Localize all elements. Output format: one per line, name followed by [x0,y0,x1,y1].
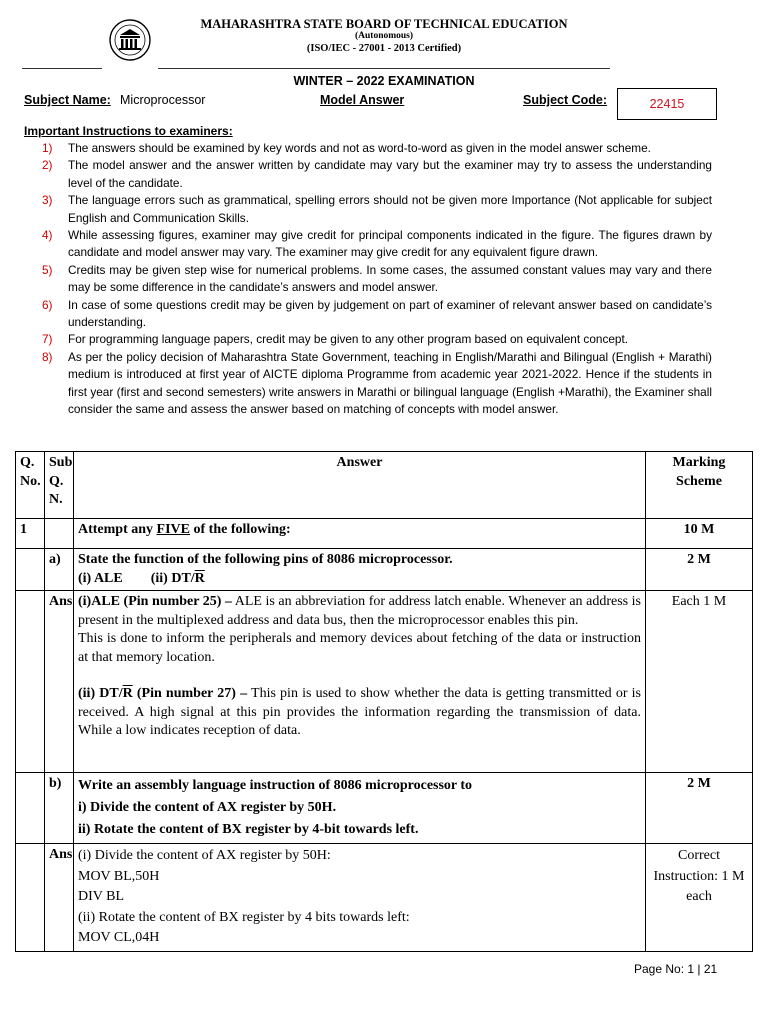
answer-line: (i) Divide the content of AX register by 50H: [78,848,331,863]
ans-label-b: Ans [45,844,74,952]
marks-b: 2 M [646,773,753,844]
table-row [16,844,753,952]
subject-code: 22415 [617,88,717,120]
sub-q-empty [45,519,74,549]
header-q-no: Q. No. [16,452,45,519]
header-sub-q: Sub Q. N. [45,452,74,519]
header-rule-left [22,68,102,69]
board-name: MAHARASHTRA STATE BOARD OF TECHNICAL EDUCATION [200,17,568,31]
header-marking: Marking Scheme [646,452,753,519]
ans-marks-b: Correct Instruction: 1 M each [646,844,753,952]
subject-code-label: Subject Code: [523,93,608,107]
table-header-row [16,452,753,519]
question-b: Write an assembly language instruction of 8086 microprocessor to i) Divide the content of AX register by 50H. ii) Rotate the content of BX register by 4-bit towards left. [74,773,646,844]
table-row [16,773,753,844]
instructions-list [24,140,712,419]
subject-name-label: Subject Name: [24,93,111,107]
instruction-item: 7) For programming language papers, credit may be given to any other program based on equivalent concept. [42,332,629,347]
instruction-item: 5) Credits may be given step wise for numerical problems. In some cases, the assumed constant values may vary and there may be some difference in the candidate’s answers and model answer. [42,262,712,295]
answer-table [15,451,753,952]
msbte-logo [108,18,152,62]
q-number: 1 [16,519,45,549]
instruction-item: 2) The model answer and the answer written by candidate may vary but the examiner may try to assess the understanding level of the candidate. [42,158,712,190]
ans-marks-a: Each 1 M [646,591,753,773]
instruction-item: 4) While assessing figures, examiner may give credit for principal components indicated in the figure. The figures drawn by candidate and model answer may vary. The examiner may give credit for any equivalent figure drawn. [42,228,712,260]
sub-q-a: a) [45,549,74,591]
model-answer-label: Model Answer [320,93,405,107]
table-row [16,591,753,773]
answer-b [74,844,646,952]
q1-attempt: Attempt any FIVE of the following: [74,519,646,549]
instruction-item: 1) The answers should be examined by key words and not as word-to-word as given in the model answer scheme. [42,141,651,155]
board-header [150,17,618,55]
instruction-item: 6) In case of some questions credit may be given by judgement on part of examiner of relevant answer based on candidate’s understanding. [42,297,712,330]
answer-line: (ii) Rotate the content of BX register by 4 bits towards left: [78,909,410,925]
certification-label: (ISO/IEC - 27001 - 2013 Certified) [306,43,462,54]
q1-marks: 10 M [646,519,753,549]
sub-q-b: b) [45,773,74,844]
instruction-item: 8) As per the policy decision of Maharashtra State Government, teaching in English/Marathi and Bilingual (English + Marathi) medium is introduced at first year of AICTE diploma Programme from academic year 2021-2022. Hence if the students in first year (first and second semesters) write answers in Marathi or bilingual language (English +Marathi), the Examiner shall consider the same and assess the answer based on matching of concepts with model answer. [42,349,712,417]
ans-label-a: Ans [45,591,74,773]
answer-line: DIV BL [78,889,125,904]
instruction-item: 3) The language errors such as grammatical, spelling errors should not be given more Importance (Not applicable for subject English and Communication Skills. [42,193,712,225]
page-number: Page No: 1 | 21 [634,962,718,976]
answer-line: MOV BL,50H [78,868,160,884]
header-rule-right [158,68,610,69]
subject-name: Microprocessor [120,93,206,107]
autonomous-label: (Autonomous) [354,31,414,41]
question-a: State the function of the following pins of 8086 microprocessor. (i) ALE (ii) $DT/\overline{R}$ [74,549,646,591]
table-row [16,519,753,549]
answer-a: (i)ALE (Pin number 25) – ALE is an abbreviation for address latch enable. Whenever an address is present in the multiplexed address and data bus, then the microprocessor enables this pin. This is done to inform the peripherals and memory devices about fetching of the data or instruction at that memory location. (ii) $DT/\overline{R}$ (Pin number 27) – This pin is used to show whether the data is getting transmitted or is received. A high signal at this pin provides the information regarding the transmission of data. While a low indicates reception of data. [74,591,646,773]
header-answer: Answer [74,452,646,519]
table-row [16,549,753,591]
instructions-heading: Important Instructions to examiners: [24,124,233,138]
answer-line: MOV CL,04H [78,930,160,945]
exam-title: WINTER – 2022 EXAMINATION [293,74,475,88]
marks-a: 2 M [646,549,753,591]
